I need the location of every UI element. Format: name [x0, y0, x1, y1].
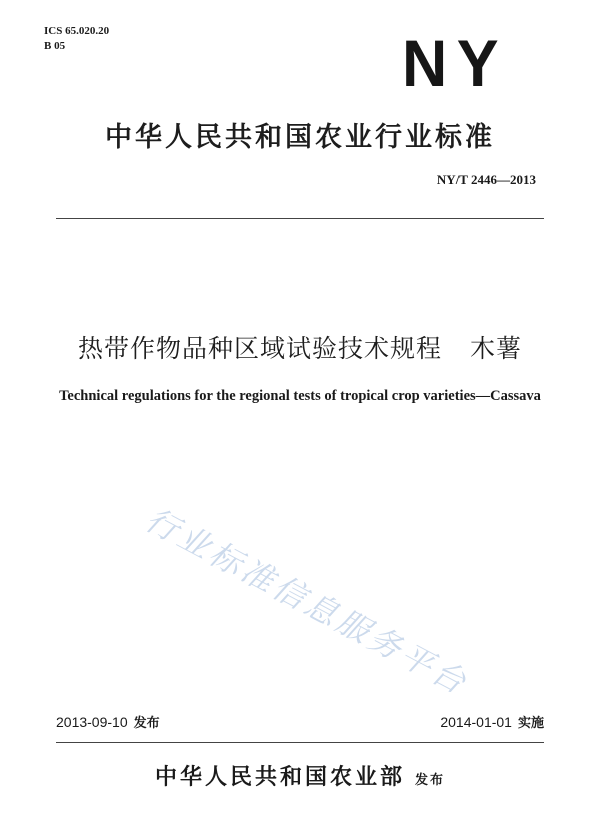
watermark: 行业标准信息服务平台 — [139, 500, 476, 703]
ny-logo: NY — [402, 26, 509, 100]
standard-number: NY/T 2446—2013 — [436, 172, 536, 187]
title-cn-crop: 木薯 — [470, 334, 523, 363]
publisher-name: 中华人民共和国农业部 — [154, 765, 405, 790]
ics-code: ICS 65.020.20 — [44, 25, 110, 37]
publisher — [0, 760, 600, 791]
title-cn-main: 热带作物品种区域试验技术规程 — [77, 334, 442, 363]
document-title-en: Technical regulations for the regional tests of tropical crop varieties—Cassava — [59, 388, 541, 404]
implement-date-value: 2014-01-01 — [440, 714, 512, 730]
ccs-code: B 05 — [44, 40, 66, 52]
document-title-cn — [0, 334, 600, 364]
implement-label: 实施 — [517, 716, 544, 731]
standard-category-header: 中华人民共和国农业行业标准 — [105, 122, 495, 153]
issue-date — [56, 712, 160, 731]
issue-label: 发布 — [133, 716, 160, 731]
bottom-divider — [56, 742, 544, 743]
implement-date — [440, 712, 544, 731]
publisher-label: 发布 — [415, 773, 446, 788]
top-divider — [56, 218, 544, 219]
issue-date-value: 2013-09-10 — [56, 714, 128, 730]
